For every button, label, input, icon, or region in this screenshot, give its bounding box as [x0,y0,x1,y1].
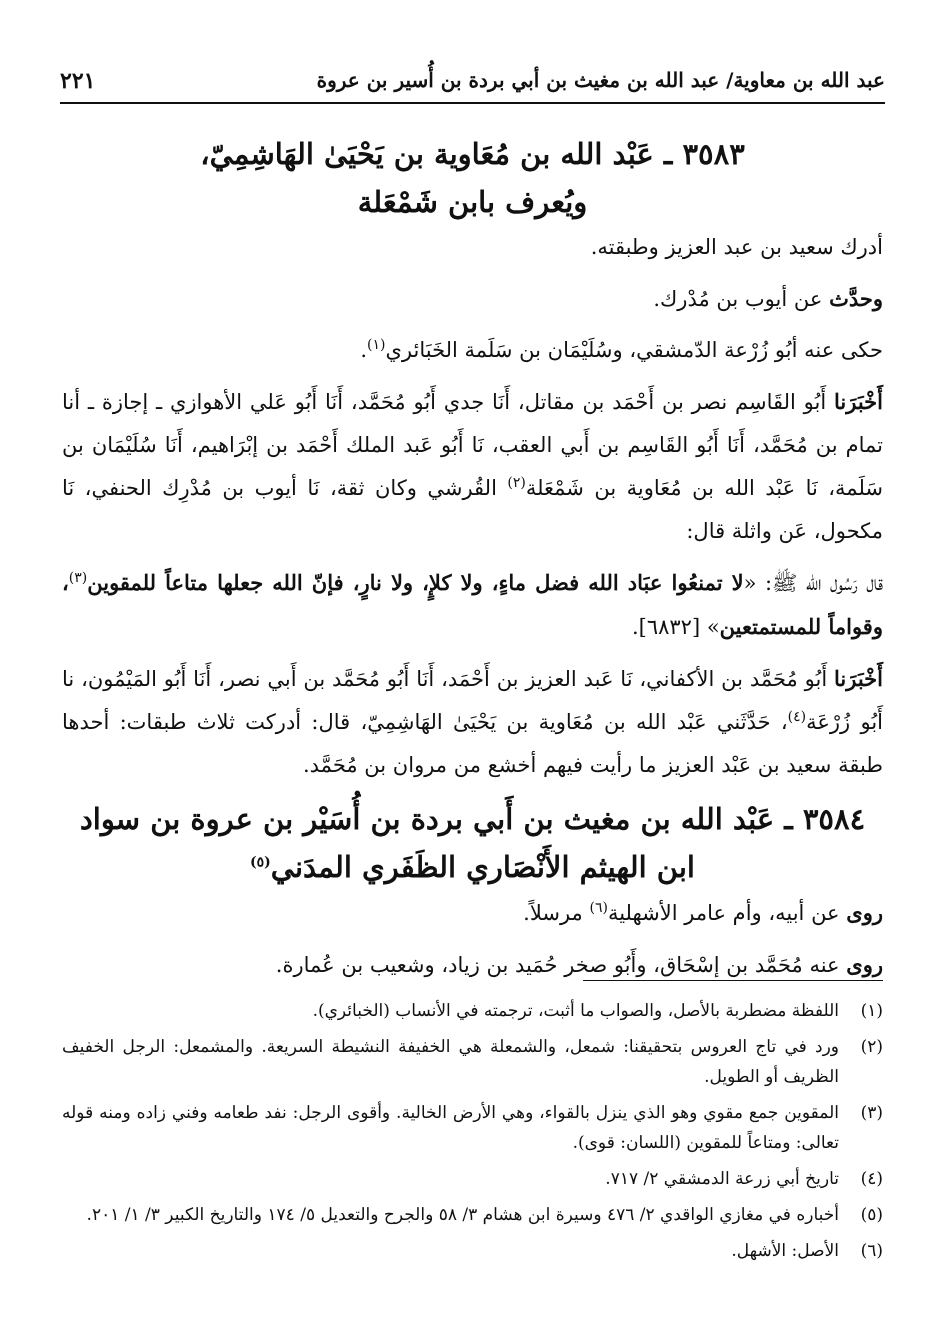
footnotes [62,996,883,1272]
footnote [62,1236,883,1266]
footnote-text: الأصل: الأشهل. [731,1241,839,1261]
paragraph [62,226,883,269]
footnote-text: المقوين جمع مقوي وهو الذي ينزل بالقواء، وهي الأرض الخالية. وأقوى الرجل: نفد طعامه وفني زاده ومنه قوله تعالى: ومتاعاً للمقوين (اللسان: قوى). [62,1103,839,1153]
paragraph-text: قال رَسُول الله ﷺ: « [743,571,883,595]
hadith-text: ، وقواماً للمستمتعين [62,570,883,639]
footnote-text: ورد في تاج العروس بتحقيقنا: شمعل، والشمعلة هي الخفيفة النشيطة السريعة. والمشمعل: الرجل الخفيف الظريف أو الطويل. [62,1037,839,1087]
running-header [60,62,885,104]
footnote-text: تاريخ أبي زرعة الدمشقي ٢/ ٧١٧. [605,1169,839,1189]
lead-word: روى [846,900,883,925]
entry-title-line: ٣٥٨٤ ـ عَبْد الله بن مغيث بن أَبي بردة بن أُسَيْر بن عروة بن سواد [79,802,866,836]
footnote-ref: (١) [367,337,386,353]
footnote-ref: (٣) [68,570,88,586]
entry-title-line: ويُعرف بابن شَمْعَلة [357,185,588,219]
paragraph [62,561,883,649]
footnote [62,1164,883,1194]
paragraph [62,891,883,935]
paragraph-text: . [360,338,368,362]
paragraph-text: أَبُو القَاسِم نصر بن أَحْمَد بن مقاتل، أَنَا جدي أَبُو مُحَمَّد، أَنَا أَبُو عَلي الأهوازي ـ إجازة ـ أنا تمام بن مُحَمَّد، أَنَا أَبُو القَاسِم بن أَبي العقب، نَا أَبُو عَبد الملك أَحْمَد بن إبْرَاهيم، أَنَا سُلَيْمَان بن سَلَمة، نَا عَبْد الله بن مُعَاوية بن شَمْعَلة [62,390,883,500]
paragraph-text: أدرك سعيد بن عبد العزيز وطبقته. [590,235,883,259]
main-text [62,120,883,995]
footnote [62,1098,883,1158]
footnote-number: (١) [860,1001,883,1021]
footnote-ref: (٢) [507,475,526,491]
paragraph-text: حكى عنه أبُو زُرْعة الدّمشقي، وسُلَيْمَان بن سَلَمة الخَبَائري [385,338,883,362]
paragraph-text: عن أبيه، وأم عامر الأشهلية [607,901,847,925]
footnote-text: اللفظة مضطربة بالأصل، والصواب ما أثبت، ترجمته في الأنساب (الخبائري). [312,1001,839,1021]
footnote-separator [583,980,883,981]
lead-word: أَخْبَرَنا [834,389,883,414]
paragraph [62,380,883,553]
footnote-number: (٤) [860,1169,883,1189]
hadith-text: لا تمنعُوا عبَاد الله فضل ماءٍ، ولا كلإٍ، ولا نارٍ، فإنّ الله جعلها متاعاً للمقوين [87,570,744,595]
entry-title-line [62,843,883,891]
paragraph-text: القُرشي وكان ثقة، نَا أيوب بن مُدْرِك الحنفي، نَا مكحول، عَن واثلة قال: [62,476,883,543]
paragraph-text: ، حَدَّثَني عَبْد الله بن مُعَاوية بن يَحْيَىٰ الهَاشِمِيّ، قال: أدركت ثلاث طبقات: أحدها طبقة سعيد بن عَبْد العزيز ما رأيت فيهم أخشع من مروان بن مُحَمَّد. [62,710,883,777]
paragraph-text: مرسلاً. [523,901,590,925]
entry-title-text: ابن الهيثم الأَنْصَاري الظَفَري المدَني [270,850,695,884]
footnote [62,996,883,1026]
footnote-text: أخباره في مغازي الواقدي ٢/ ٤٧٦ وسيرة ابن هشام ٣/ ٥٨ والجرح والتعديل ٥/ ١٧٤ والتاريخ الكبير ٣/ ١/ ٢٠١. [86,1205,839,1225]
footnote [62,1200,883,1230]
footnote-number: (٦) [860,1241,883,1261]
running-title: عبد الله بن معاوية/ عبد الله بن مغيث بن أبي بردة بن أُسير بن عروة [316,68,885,92]
lead-word: روى [846,952,883,977]
footnote-number: (٥) [860,1205,883,1225]
page-number: ٢٢١ [60,68,96,94]
footnote-ref: (٤) [787,709,807,725]
paragraph-text: عنه مُحَمَّد بن إسْحَاق، وأَبُو صخر حُمَيد بن زياد، وشعيب بن عُمارة. [275,953,847,977]
footnote-ref: (٦) [589,900,608,916]
entry-title-3584 [62,795,883,891]
paragraph-text: أَبُو مُحَمَّد بن الأكفاني، نَا عَبد العزيز بن أَحْمَد، أَنَا أَبُو مُحَمَّد بن أَبي نصر، أَنَا أَبُو المَيْمُون، نا أَبُو زُرْعَة [62,667,883,734]
paragraph [62,277,883,321]
entry-title-3583 [62,130,883,226]
paragraph [62,329,883,372]
footnote-number: (٣) [860,1103,883,1123]
entry-title-line: ٣٥٨٣ ـ عَبْد الله بن مُعَاوية بن يَحْيَىٰ الهَاشِمِيّ، [200,137,745,171]
paragraph [62,657,883,787]
lead-word: وحدَّث [829,286,883,311]
footnote-ref: (٥) [250,854,271,871]
paragraph-text: عن أيوب بن مُدْرك. [653,287,830,311]
footnote-number: (٢) [860,1037,883,1057]
footnote [62,1032,883,1092]
paragraph-text: » [٦٨٣٢]. [631,615,720,639]
lead-word: أَخْبَرَنا [834,666,883,691]
